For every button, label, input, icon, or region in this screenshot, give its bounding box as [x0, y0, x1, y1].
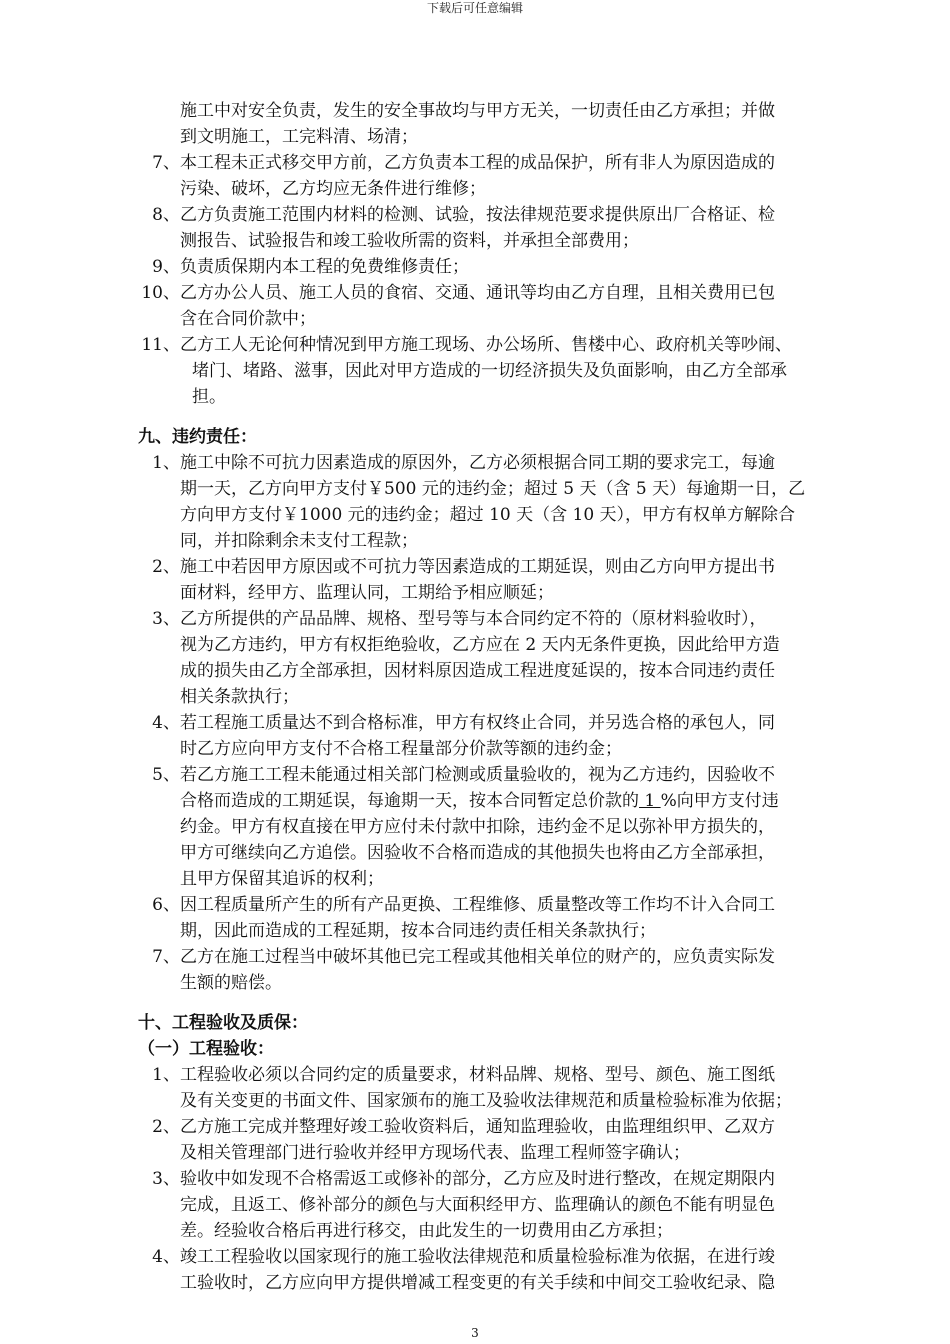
item-number: 2、 [152, 1117, 180, 1137]
item-text: 污染、破坏，乙方均应无条件进行维修； [180, 179, 486, 199]
item-text: 含在合同价款中； [180, 309, 316, 329]
item-text: 若工程施工质量达不到合格标准，甲方有权终止合同，并另选合格的承包人，同 [180, 713, 775, 733]
item-text: 测报告、试验报告和竣工验收所需的资料，并承担全部费用； [180, 231, 639, 251]
item-number: 2、 [152, 557, 180, 577]
item-text: 验收中如发现不合格需返工或修补的部分，乙方应及时进行整改，在规定期限内 [180, 1169, 775, 1189]
item-number: 6、 [152, 895, 180, 915]
item-text: 乙方施工完成并整理好竣工验收资料后，通知监理验收，由监理组织甲、乙双方 [180, 1117, 775, 1137]
list-item [138, 1244, 868, 1296]
page-header: 下载后可任意编辑 [426, 1, 523, 15]
item-text: 工验收时，乙方应向甲方提供增减工程变更的有关手续和中间交工验收纪录、隐 [180, 1273, 775, 1293]
item-text: 乙方办公人员、施工人员的食宿、交通、通讯等均由乙方自理，且相关费用已包 [180, 283, 775, 303]
item-text: 甲方可继续向乙方追偿。因验收不合格而造成的其他损失也将由乙方全部承担， [180, 843, 775, 863]
item-text: 生额的赔偿。 [180, 973, 282, 993]
item-text: 乙方在施工过程当中破坏其他已完工程或其他相关单位的财产的，应负责实际发 [180, 947, 775, 967]
item-text: 期一天，乙方向甲方支付￥500 元的违约金；超过 5 天（含 5 天）每逾期一日，乙 [180, 479, 806, 499]
list-item [138, 254, 868, 280]
list-item [138, 554, 868, 606]
list-item [138, 710, 868, 762]
item-text: 相关条款执行； [180, 687, 299, 707]
list-item [138, 762, 868, 892]
list-item [138, 450, 868, 554]
item-text: %向甲方支付违 [660, 791, 779, 811]
item-number: 3、 [152, 1169, 180, 1189]
penalty-rate-value: 1 [639, 791, 661, 811]
item-text: 成的损失由乙方全部承担，因材料原因造成工程进度延误的，按本合同违约责任 [180, 661, 775, 681]
item-number: 1、 [152, 1065, 180, 1085]
item-text: 同，并扣除剩余未支付工程款； [180, 531, 418, 551]
item-text: 期，因此而造成的工程延期，按本合同违约责任相关条款执行； [180, 921, 656, 941]
list-item [138, 1166, 868, 1244]
item-number: 4、 [152, 713, 180, 733]
item-text: 担。 [192, 387, 226, 407]
item-text: 本工程未正式移交甲方前，乙方负责本工程的成品保护，所有非人为原因造成的 [180, 153, 775, 173]
item-text: 约金。甲方有权直接在甲方应付未付款中扣除，违约金不足以弥补甲方损失的， [180, 817, 775, 837]
page-number: 3 [471, 1326, 479, 1340]
item-text: 若乙方施工工程未能通过相关部门检测或质量验收的，视为乙方违约，因验收不 [180, 765, 775, 785]
item-number: 4、 [152, 1247, 180, 1267]
subsection-heading: （一）工程验收： [138, 1039, 274, 1059]
item-text: 乙方所提供的产品品牌、规格、型号等与本合同约定不符的（原材料验收时）， [180, 609, 767, 629]
paragraph-line: 施工中对安全负责，发生的安全事故均与甲方无关，一切责任由乙方承担；并做 [180, 101, 775, 121]
item-text: 及有关变更的书面文件、国家颁布的施工及验收法律规范和质量检验标准为依据； [180, 1091, 792, 1111]
list-item [138, 1062, 868, 1114]
section-heading: 九、违约责任： [138, 427, 257, 447]
item-text: 合格而造成的工期延误，每逾期一天，按本合同暂定总价款的 [180, 791, 639, 811]
section-heading: 十、工程验收及质保： [138, 1013, 308, 1033]
item-text: 乙方工人无论何种情况到甲方施工现场、办公场所、售楼中心、政府机关等吵闹、 [180, 335, 792, 355]
item-number: 10、 [141, 283, 180, 303]
item-number: 8、 [152, 205, 180, 225]
list-item [138, 150, 868, 202]
item-text: 视为乙方违约，甲方有权拒绝验收，乙方应在 2 天内无条件更换，因此给甲方造 [180, 635, 780, 655]
list-item [138, 280, 868, 332]
item-number: 9、 [152, 257, 180, 277]
list-item [138, 944, 868, 996]
list-item [138, 892, 868, 944]
item-text: 施工中除不可抗力因素造成的原因外，乙方必须根据合同工期的要求完工，每逾 [180, 453, 775, 473]
item-number: 5、 [152, 765, 180, 785]
list-item [138, 332, 868, 410]
item-number: 7、 [152, 947, 180, 967]
list-item [138, 202, 868, 254]
item-text: 及相关管理部门进行验收并经甲方现场代表、监理工程师签字确认； [180, 1143, 690, 1163]
item-text: 时乙方应向甲方支付不合格工程量部分价款等额的违约金； [180, 739, 622, 759]
item-number: 1、 [152, 453, 180, 473]
item-text: 面材料，经甲方、监理认同，工期给予相应顺延； [180, 583, 554, 603]
item-text: 完成，且返工、修补部分的颜色与大面积经甲方、监理确认的颜色不能有明显色 [180, 1195, 775, 1215]
item-text: 竣工工程验收以国家现行的施工验收法律规范和质量检验标准为依据，在进行竣 [180, 1247, 775, 1267]
item-text: 方向甲方支付￥1000 元的违约金；超过 10 天（含 10 天），甲方有权单方解除合 [180, 505, 796, 525]
item-text: 乙方负责施工范围内材料的检测、试验，按法律规范要求提供原出厂合格证、检 [180, 205, 775, 225]
paragraph-line: 到文明施工，工完料清、场清； [180, 127, 418, 147]
item-text: 差。经验收合格后再进行移交，由此发生的一切费用由乙方承担； [180, 1221, 673, 1241]
list-item [138, 606, 868, 710]
list-item [138, 1114, 868, 1166]
item-number: 3、 [152, 609, 180, 629]
item-text: 负责质保期内本工程的免费维修责任； [180, 257, 469, 277]
item-text: 因工程质量所产生的所有产品更换、工程维修、质量整改等工作均不计入合同工 [180, 895, 775, 915]
item-text: 工程验收必须以合同约定的质量要求，材料品牌、规格、型号、颜色、施工图纸 [180, 1065, 775, 1085]
item-text: 施工中若因甲方原因或不可抗力等因素造成的工期延误，则由乙方向甲方提出书 [180, 557, 775, 577]
document-body [138, 98, 868, 1296]
item-number: 11、 [141, 335, 180, 355]
item-number: 7、 [152, 153, 180, 173]
item-text: 且甲方保留其追诉的权利； [180, 869, 384, 889]
item-text: 堵门、堵路、滋事，因此对甲方造成的一切经济损失及负面影响，由乙方全部承 [192, 361, 787, 381]
